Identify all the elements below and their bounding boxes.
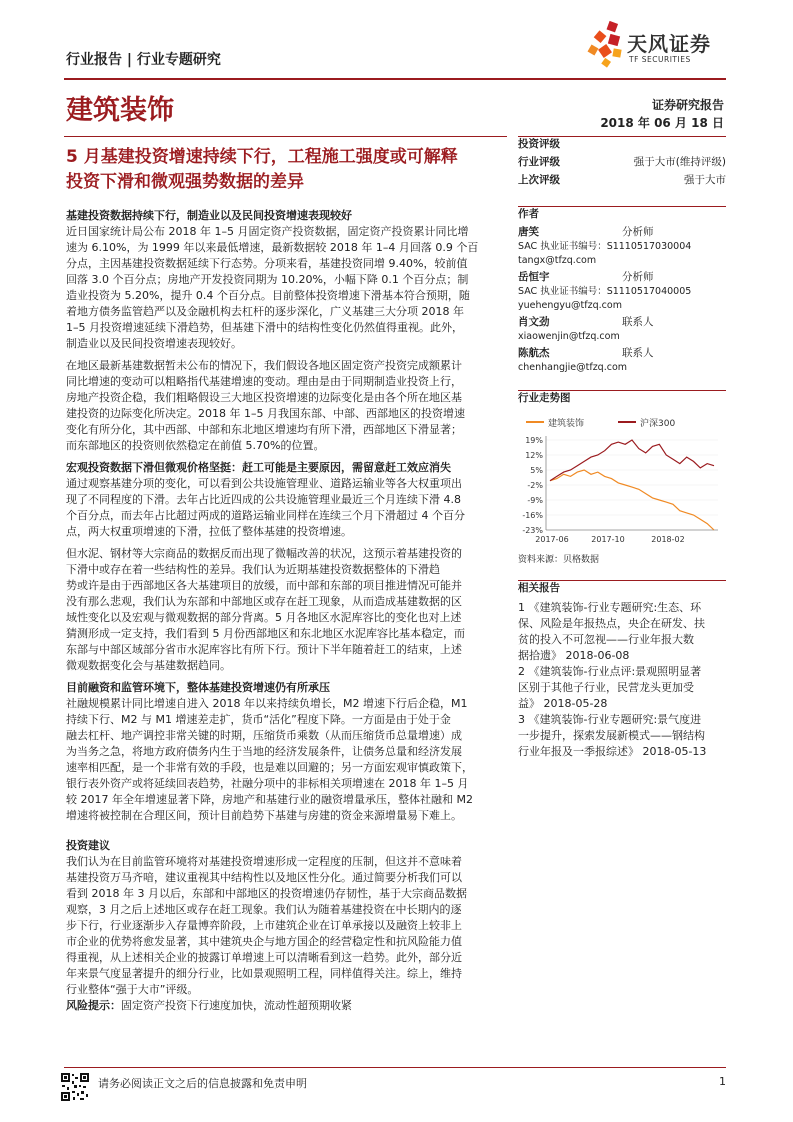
x-tick-label: 2018-02 bbox=[651, 535, 685, 544]
related-heading: 相关报告 bbox=[518, 582, 560, 594]
qr-code-icon bbox=[60, 1072, 90, 1102]
last-rating-value: 强于大市 bbox=[684, 174, 726, 186]
logo-chinese-name: 天风证券 bbox=[627, 32, 711, 56]
related-report-line[interactable]: 一步提升，探索发展新模式——钢结构 bbox=[518, 729, 705, 742]
related-report-line[interactable]: 1 《建筑装饰-行业专题研究:生态、环 bbox=[518, 601, 702, 614]
body-line: 东部与中部区域部分省市水泥库容比有所下行。预计下半年随着赶工的结束，上述 bbox=[66, 643, 462, 656]
body-line: 融去杠杆、地产调控非常关键的时期，压缩货币乘数（从而压缩货币总量增速）成 bbox=[66, 729, 462, 742]
last-rating-label: 上次评级 bbox=[518, 174, 560, 186]
body-line: 行业整体“强于大市”评级。 bbox=[66, 983, 199, 996]
author-name: 肖文劲 bbox=[518, 316, 550, 328]
title-line: 5 月基建投资增速持续下行，工程施工强度或可解释 bbox=[66, 147, 458, 167]
header-rule bbox=[64, 78, 726, 80]
authors-section bbox=[518, 206, 726, 376]
body-line: 下滑中或存在着一些结构性的差异。我们认为近期基建投资数据整体的下滑趋 bbox=[66, 563, 440, 576]
author-role: 分析师 bbox=[622, 226, 654, 238]
body-line: 但水泥、钢材等大宗商品的数据反而出现了微幅改善的状况，这预示着基建投资的 bbox=[66, 547, 462, 560]
body-line: 观察，3 月之后上述地区或存在赶工现象。我们认为随着基建投资在中长期内的逐 bbox=[66, 903, 462, 916]
y-tick-label: -23% bbox=[522, 526, 543, 535]
related-report-line[interactable]: 据拾遗》 2018-06-08 bbox=[518, 649, 630, 662]
body-line: 而东部地区的投资则依然稳定在前值 5.70%的位置。 bbox=[66, 439, 325, 452]
body-line: 变化有所分化，其中西部、中部和东北地区增速均有所下滑，西部地区下滑显著； bbox=[66, 423, 462, 436]
body-line: 1–5 月投资增速延续下滑趋势，但基建下滑中的结构性变化仍然值得重视。此外， bbox=[66, 321, 463, 334]
section-heading: 宏观投资数据下滑但微观价格坚挺：赶工可能是主要原因，需留意赶工效应消失 bbox=[66, 461, 451, 474]
industry-rating-label: 行业评级 bbox=[518, 156, 560, 168]
industry-rating-value: 强于大市(维持评级) bbox=[633, 156, 726, 168]
related-heading-wrap bbox=[518, 580, 726, 598]
body-line: 近日国家统计局公布 2018 年 1–5 月固定资产投资数据，固定资产投资累计同比增 bbox=[66, 225, 469, 238]
related-report-line[interactable]: 贫的投入不可忽视——行业年报大数 bbox=[518, 633, 694, 646]
author-sac-number: SAC 执业证书编号：S1110517030004 bbox=[518, 241, 692, 252]
report-date: 2018 年 06 月 18 日 bbox=[600, 116, 724, 130]
risk-text: 固定资产投资下行速度加快，流动性超预期收紧 bbox=[121, 999, 352, 1012]
authors-heading: 作者 bbox=[518, 208, 539, 220]
legend-label: 沪深300 bbox=[640, 419, 676, 429]
chart-section bbox=[518, 390, 726, 410]
body-line: 为当务之急，将地方政府债务内生于当地的经济发展条件，让债务总量和经济发展 bbox=[66, 745, 462, 758]
author-role: 联系人 bbox=[622, 316, 654, 328]
series-line-hs300 bbox=[550, 440, 714, 481]
body-line: 得重视，从上述相关企业的披露订单增速上可以清晰看到这一趋势。此外，部分近 bbox=[66, 951, 462, 964]
rating-heading: 投资评级 bbox=[518, 138, 560, 150]
body-line: 没有那么悲观，我们认为东部和中部地区或存在赶工现象，从而造成基建数据的区 bbox=[66, 595, 462, 608]
industry-trend-chart bbox=[518, 412, 726, 552]
related-report-line[interactable]: 2 《建筑装饰-行业点评:景观照明显著 bbox=[518, 665, 702, 678]
y-tick-label: 12% bbox=[525, 451, 543, 460]
page-number: 1 bbox=[719, 1075, 726, 1088]
section-heading: 目前融资和监管环境下，整体基建投资增速仍有所承压 bbox=[66, 681, 330, 694]
related-reports-list bbox=[518, 600, 730, 760]
y-tick-label: -16% bbox=[522, 511, 543, 520]
related-report-line[interactable]: 益》 2018-05-28 bbox=[518, 697, 608, 710]
chart-source-wrap bbox=[518, 552, 726, 568]
author-name: 岳恒宇 bbox=[518, 271, 550, 283]
body-line: 造业投资为 5.20%，提升 0.4 个百分点。目前整体投资增速下滑基本符合预期，随 bbox=[66, 289, 470, 302]
author-role: 联系人 bbox=[622, 347, 654, 359]
body-line: 域性变化以及宏观与微观数据的部分背离。5 月各地区水泥库容比的变化也对上述 bbox=[66, 611, 462, 624]
body-line: 看到 2018 年 3 月以后，东部和中部地区的投资增速仍存韧性，基于大宗商品数据 bbox=[66, 887, 467, 900]
author-email[interactable]: chenhangjie@tfzq.com bbox=[518, 362, 628, 373]
rating-section bbox=[518, 136, 726, 196]
sector-title: 建筑装饰 bbox=[66, 95, 174, 126]
y-tick-label: -9% bbox=[527, 496, 543, 505]
paragraph-gap bbox=[66, 824, 506, 838]
body-line: 猜测形成一定支持，我们看到 5 月份西部地区和东北地区水泥库容比基本稳定，而 bbox=[66, 627, 465, 640]
body-line: 速为 6.10%，为 1999 年以来最低增速，最新数据较 2018 年 1–4 月回落 0.9 个百 bbox=[66, 241, 479, 254]
body-line: 点，两大权重项增速的下滑，拉低了整体基建的投资增速。 bbox=[66, 525, 352, 538]
body-line: 同比增速的变动可以粗略指代基建增速的变动。理由是由于同期制造业投资上行， bbox=[66, 375, 462, 388]
y-tick-label: 19% bbox=[525, 436, 543, 445]
risk-label: 风险提示： bbox=[66, 999, 121, 1012]
body-line: 在地区最新基建数据暂未公布的情况下，我们假设各地区固定资产投资完成额累计 bbox=[66, 359, 462, 372]
body-line: 房地产投资企稳，我们粗略假设三大地区投资增速的边际变化是由各个所在地区基 bbox=[66, 391, 462, 404]
chart-heading: 行业走势图 bbox=[518, 392, 571, 404]
risk-warning bbox=[66, 998, 506, 1014]
main-body bbox=[66, 208, 506, 1014]
report-category: 行业报告 | 行业专题研究 bbox=[66, 52, 221, 68]
author-name: 唐笑 bbox=[518, 226, 539, 238]
related-report-line[interactable]: 行业年报及一季报综述》 2018-05-13 bbox=[518, 745, 707, 758]
body-line: 分点，主因基建投资数据延续下行态势。分项来看，基建投资同增 9.40%，较前值 bbox=[66, 257, 468, 270]
body-line: 微观数据变化会与基建数据趋同。 bbox=[66, 659, 231, 672]
y-tick-label: 5% bbox=[530, 466, 543, 475]
author-email[interactable]: yuehengyu@tfzq.com bbox=[518, 300, 622, 311]
body-line: 社融规模累计同比增速自进入 2018 年以来持续负增长，M2 增速下行后企稳，M1 bbox=[66, 697, 468, 710]
body-line: 市企业的优势将愈发显著，其中建筑央企与地方国企的经营稳定性和抗风险能力值 bbox=[66, 935, 462, 948]
body-line: 较 2017 年全年增速显著下降，房地产和基建行业的融资增量承压，整体社融和 M2 bbox=[66, 793, 473, 806]
body-line: 银行表外资产或将延续回表趋势，社融分项中的非标相关项增速在 2018 年 1–5 月 bbox=[66, 777, 469, 790]
related-report-line[interactable]: 3 《建筑装饰-行业专题研究:景气度进 bbox=[518, 713, 702, 726]
body-line: 制造业以及民间投资增速表现较好。 bbox=[66, 337, 242, 350]
body-line: 着地方债务监管趋严以及金融机构去杠杆的逐步深化，广义基建三大分项 2018 年 bbox=[66, 305, 464, 318]
report-title bbox=[66, 145, 516, 195]
body-line: 持续下行、M2 与 M1 增速差走扩，货币“活化”程度下降。一方面是由于处于金 bbox=[66, 713, 451, 726]
author-role: 分析师 bbox=[622, 271, 654, 283]
section-heading: 基建投资数据持续下行，制造业以及民间投资增速表现较好 bbox=[66, 209, 352, 222]
body-line: 回落 3.0 个百分点；房地产开发投资同期为 10.20%，小幅下降 0.1 个百分点；制 bbox=[66, 273, 469, 286]
body-line: 通过观察基建分项的变化，可以看到公共设施管理业、道路运输业等各大权重项出 bbox=[66, 477, 462, 490]
body-line: 增速将被控制在合理区间，预计目前趋势下基建与房建的资金来源增量易下难上。 bbox=[66, 809, 462, 822]
body-line: 步下行，行业逐渐步入存量博弈阶段，上市建筑企业在订单承接以及融资上较非上 bbox=[66, 919, 462, 932]
title-rule bbox=[64, 136, 507, 137]
body-line: 速率相匹配，是一个非常有效的手段，也是难以回避的；另一方面宏观审慎政策下， bbox=[66, 761, 473, 774]
logo-english-name: TF SECURITIES bbox=[629, 55, 691, 64]
report-type: 证券研究报告 bbox=[651, 98, 724, 112]
logo-mark-icon bbox=[588, 21, 622, 68]
y-tick-label: -2% bbox=[527, 481, 543, 490]
body-line: 势或许是由于西部地区各大基建项目的放缓，而中部和东部的项目推进情况可能并 bbox=[66, 579, 462, 592]
x-tick-label: 2017-06 bbox=[535, 535, 569, 544]
chart-source: 资料来源：贝格数据 bbox=[518, 555, 600, 565]
author-email[interactable]: tangx@tfzq.com bbox=[518, 255, 597, 266]
related-report-line[interactable]: 区别于其他子行业，民营龙头更加受 bbox=[518, 681, 694, 694]
body-line: 基建投资万马齐喑，建议重视其中结构性以及地区性分化。通过简要分析我们可以 bbox=[66, 871, 462, 884]
body-line: 个百分点，而去年占比超过两成的道路运输业同样在连续三个月下滑超过 4 个百分 bbox=[66, 509, 465, 522]
body-line: 我们认为在目前监管环境将对基建投资增速形成一定程度的压制，但这并不意味着 bbox=[66, 855, 462, 868]
body-line: 建投资的边际变化所决定。2018 年 1–5 月我国东部、中部、西部地区的投资增速 bbox=[66, 407, 465, 420]
author-name: 陈航杰 bbox=[518, 347, 550, 359]
author-sac-number: SAC 执业证书编号：S1110517040005 bbox=[518, 286, 692, 297]
legend-label: 建筑装饰 bbox=[548, 419, 585, 429]
x-tick-label: 2017-10 bbox=[591, 535, 625, 544]
author-email[interactable]: xiaowenjin@tfzq.com bbox=[518, 331, 620, 342]
footer-rule bbox=[64, 1067, 726, 1068]
body-line: 现了不同程度的下滑。去年占比近四成的公共设施管理业最近三个月连续下滑 4.8 bbox=[66, 493, 461, 506]
related-report-line[interactable]: 保、风险是年报热点，央企在研发、扶 bbox=[518, 617, 705, 630]
disclaimer: 请务必阅读正文之后的信息披露和免责申明 bbox=[98, 1077, 307, 1090]
section-heading: 投资建议 bbox=[66, 839, 110, 852]
title-line: 投资下滑和微观强势数据的差异 bbox=[66, 172, 304, 192]
body-line: 年来景气度显著提升的细分行业，比如景观照明工程，同样值得关注。综上，维持 bbox=[66, 967, 462, 980]
